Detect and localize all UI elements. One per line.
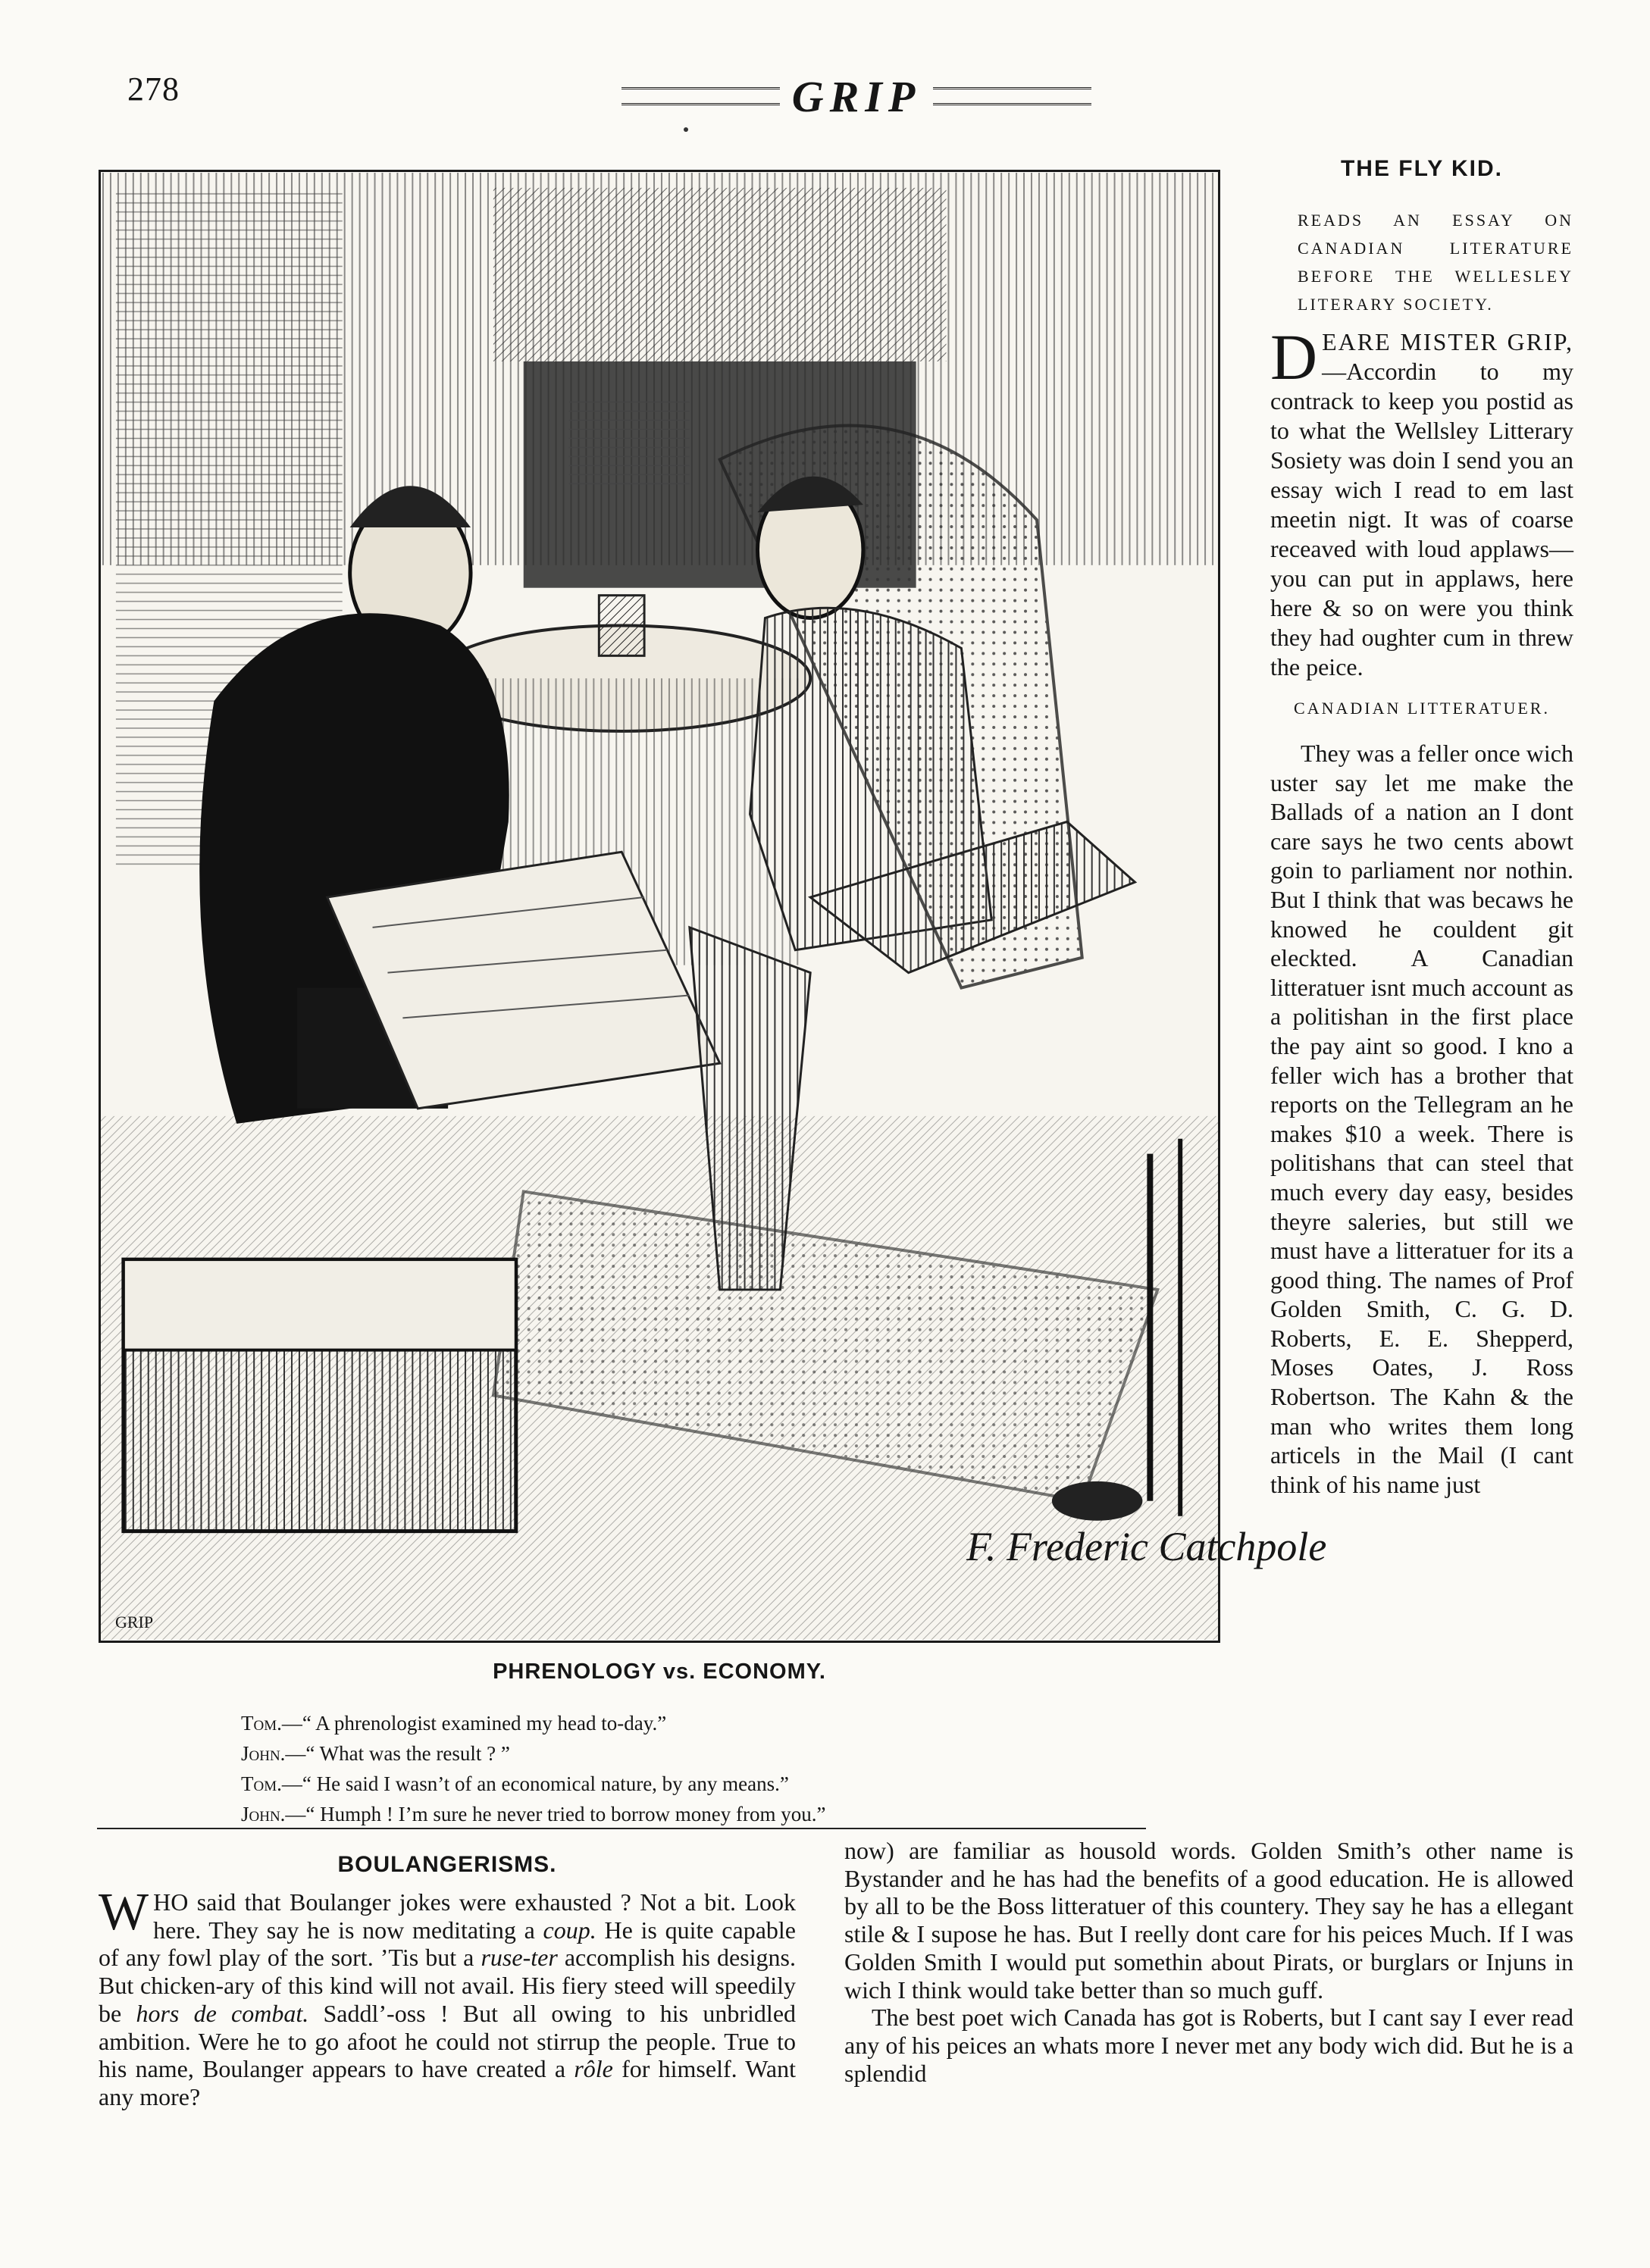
article-intro bbox=[1270, 321, 1573, 682]
masthead-ornament bbox=[684, 127, 688, 132]
page-number: 278 bbox=[127, 70, 180, 108]
fly-kid-continuation bbox=[844, 1837, 1573, 2087]
illustration bbox=[99, 170, 1220, 1643]
caption-line bbox=[241, 1738, 825, 1769]
artist-signature: F. Frederic Catchpole bbox=[966, 1524, 1327, 1569]
essay-paragraph: They was a feller once wich uster say let me make the Ballads of a nation an I dont care says he two cents abowt goin to parliament nor nothin. But I think that was becaws he knowed he couldent git eleckted. A Canadian litteratuer isnt much account as a politishan in the first place the pay aint so good. I kno a feller wich has a brother that reports on the Tellegram an he makes $10 a week. There is politishans that can steel that much every day easy, besides theyre saleries, but still we must have a litteratuer for its a good thing. The names of Prof Golden Smith, C. G. D. Roberts, E. E. Shepperd, Moses Oates, J. Ross Robertson. The Kahn & the man who writes them long articels in the Mail (I cant think of his name just bbox=[1270, 740, 1573, 1498]
caption-text: —“ A phrenologist examined my head to-day.” bbox=[281, 1712, 667, 1735]
caption-speaker: Tom. bbox=[241, 1712, 282, 1735]
masthead-rule-left bbox=[621, 87, 780, 105]
italic-run: hors de combat. bbox=[136, 1999, 309, 2027]
italic-run: rôle bbox=[574, 2055, 613, 2083]
caption-title: PHRENOLOGY vs. ECONOMY. bbox=[493, 1660, 826, 1684]
text-run: He is quite capable of any fowl play of the sort. ’Tis but a bbox=[99, 1916, 796, 1972]
salutation: EARE MISTER GRIP, bbox=[1322, 328, 1573, 355]
caption-line bbox=[241, 1708, 825, 1738]
engraving-two-men-in-parlour-icon bbox=[101, 172, 1218, 1641]
boulangerisms-body bbox=[99, 1883, 797, 2111]
lead-word: HO bbox=[153, 1888, 189, 1916]
drop-cap: W bbox=[99, 1883, 149, 1941]
engraver-mark: GRIP bbox=[115, 1613, 154, 1631]
intro-text: —Accordin to my contrack to keep you postid as to what the Wellsley Litterary Sosiety was doin I send you an essay wich I read to em last meetin nigt. It was of coarse receaved with loud applaws—you can put in applaws, here here & so on were you think they had oughter cum in threw the peice. bbox=[1270, 358, 1573, 680]
article-title: THE FLY KID. bbox=[1340, 156, 1504, 181]
caption-speaker: John. bbox=[241, 1803, 286, 1825]
caption-text: —“ What was the result ? ” bbox=[285, 1742, 510, 1765]
drop-cap: D bbox=[1270, 321, 1318, 393]
caption-speaker: Tom. bbox=[241, 1772, 282, 1795]
fly-kid-column bbox=[1270, 156, 1573, 1499]
text-run: Saddl’-oss ! But all owing to his unbridled ambition. Were he to go afoot he could not stirrup the people. True to his name, Boulanger appears to have created a bbox=[99, 1999, 797, 2083]
text-run: accomplish his designs. But chicken-ary of this kind will not avail. His fiery steed will speedily be bbox=[99, 1944, 797, 2027]
caption-dialogue bbox=[241, 1708, 825, 1829]
section-heading: CANADIAN LITTERATUER. bbox=[1294, 699, 1550, 718]
masthead bbox=[621, 70, 1091, 123]
article-subhead: READS AN ESSAY ON CANADIAN LITERATURE BEFORE THE WELLESLEY LITERARY SOCIETY. bbox=[1298, 211, 1573, 314]
text-run: said that Boulanger jokes were exhausted ? Not a bit. Look here. They say he is now meditating a bbox=[153, 1888, 796, 1944]
continuation-paragraph: now) are familiar as housold words. Golden Smith’s other name is Bystander and he has had the benefits of a good education. He is allowed by all to be the Boss litteratuer of this countery. They say he has a ellegant stile & I supose he has. But I reelly dont care for his peices Much. If I was Golden Smith I would put somethin about Pirats, or burglars or Injuns in wich I think would take better than so much guff. bbox=[844, 1837, 1573, 2004]
italic-run: ruse-ter bbox=[481, 1944, 558, 1972]
text-run: for himself. Want any more? bbox=[99, 2055, 797, 2110]
essay-body bbox=[1270, 739, 1573, 1499]
italic-run: coup. bbox=[543, 1916, 596, 1944]
caption-speaker: John. bbox=[241, 1742, 286, 1765]
masthead-title: GRIP bbox=[791, 71, 922, 121]
masthead-rule-right bbox=[933, 87, 1091, 105]
boulangerisms-title: BOULANGERISMS. bbox=[337, 1852, 557, 1877]
caption-text: —“ He said I wasn’t of an economical nature, by any means.” bbox=[281, 1772, 789, 1795]
caption-line bbox=[241, 1799, 825, 1829]
caption-line bbox=[241, 1769, 825, 1799]
continuation-paragraph: The best poet wich Canada has got is Roberts, but I cant say I ever read any of his peices an whats more I never met any body wich did. But he is a splendid bbox=[844, 2004, 1573, 2087]
section-divider bbox=[97, 1828, 1146, 1829]
caption-text: —“ Humph ! I’m sure he never tried to borrow money from you.” bbox=[285, 1803, 826, 1825]
